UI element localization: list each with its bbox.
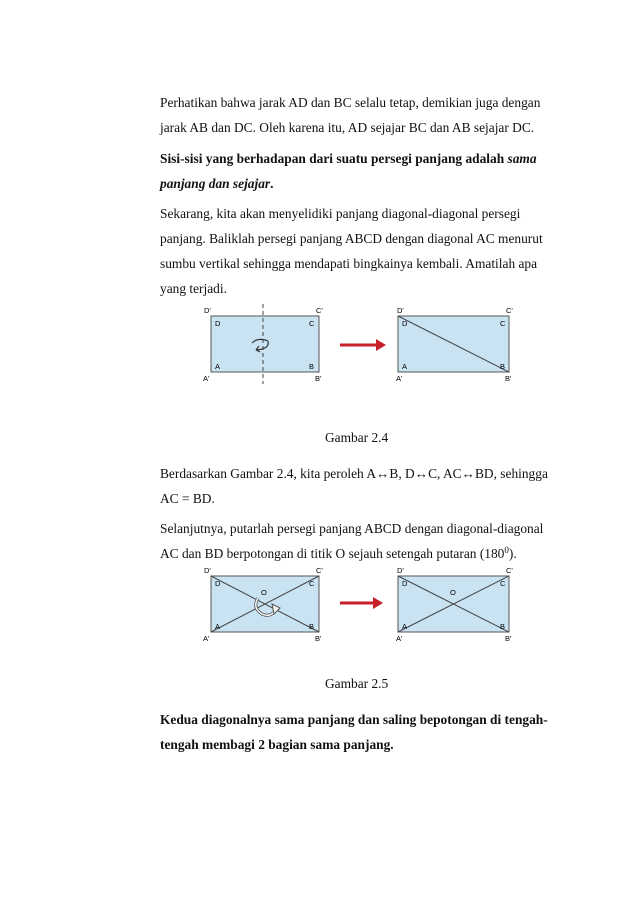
paragraph-6: Kedua diagonalnya sama panjang dan saling bepotongan di tengah-tengah membagi 2 bagian sama panjang. (160, 712, 548, 752)
fig2-right-a-prime: A' (396, 634, 403, 643)
fig1-right-d: D (402, 319, 408, 328)
fig2-left-o: O (261, 588, 267, 597)
fig2-left-c-prime: C' (316, 566, 323, 575)
fig1-left-a: A (215, 362, 221, 371)
fig1-right-b-prime: B' (505, 374, 512, 383)
fig1-right-arrow-icon (340, 339, 386, 351)
statement-italic: sama panjang dan sejajar (160, 151, 537, 191)
fig2-left-b-prime: B' (315, 634, 322, 643)
fig1-left-d: D (215, 319, 221, 328)
paragraph-5-end: ). (508, 546, 517, 561)
fig2-right-d-prime: D' (397, 566, 404, 575)
figure-2-5 (0, 562, 638, 652)
fig1-left-b-prime: B' (315, 374, 322, 383)
paragraph-4: Berdasarkan Gambar 2.4, kita peroleh A↔B, D↔C, AC↔BD, sehingga AC = BD. (160, 466, 548, 506)
degree-superscript: 0 (504, 545, 509, 555)
fig1-left-rect (211, 316, 319, 372)
statement-end: . (270, 176, 274, 191)
paragraph-5-text: Selanjutnya, putarlah persegi panjang ABCD dengan diagonal-diagonal AC dan BD berpotongan di titik O sejauh setengah putaran (180 (160, 521, 544, 561)
paragraph-5 (160, 516, 550, 566)
fig2-right-b-prime: B' (505, 634, 512, 643)
paragraph-3: Sekarang, kita akan menyelidiki panjang diagonal-diagonal persegi panjang. Baliklah persegi panjang ABCD dengan diagonal AC menurut sumbu vertikal sehingga mendapati bingkainya kembali. Amatilah apa yang terjadi. (160, 206, 543, 296)
figure-2-5-caption: Gambar 2.5 (325, 676, 389, 691)
fig2-left-d-prime: D' (204, 566, 211, 575)
fig1-right-c-prime: C' (506, 306, 513, 315)
fig2-right-arrow-icon (340, 597, 383, 609)
fig2-left-a: A (215, 622, 221, 631)
fig1-left-c: C (309, 319, 315, 328)
fig2-right-d: D (402, 579, 408, 588)
paragraph-1: Perhatikan bahwa jarak AD dan BC selalu tetap, demikian juga dengan jarak AB dan DC. Oleh karena itu, AD sejajar BC dan AB sejajar DC. (160, 95, 541, 135)
fig1-right-b: B (500, 362, 506, 371)
fig2-left-d: D (215, 579, 221, 588)
fig1-right-d-prime: D' (397, 306, 404, 315)
figure-2-4 (0, 300, 638, 410)
fig1-left-b: B (309, 362, 315, 371)
fig2-right-a: A (402, 622, 408, 631)
fig1-left-c-prime: C' (316, 306, 323, 315)
paragraph-2 (160, 146, 550, 196)
fig1-left-d-prime: D' (204, 306, 211, 315)
fig2-right-b: B (500, 622, 506, 631)
fig2-left-b: B (309, 622, 315, 631)
fig1-left-a-prime: A' (203, 374, 210, 383)
statement-bold: Sisi-sisi yang berhadapan dari suatu persegi panjang adalah (160, 151, 508, 166)
fig1-right-a-prime: A' (396, 374, 403, 383)
fig1-right-a: A (402, 362, 408, 371)
figure-2-4-caption: Gambar 2.4 (325, 430, 389, 445)
fig2-left-a-prime: A' (203, 634, 210, 643)
fig2-right-o: O (450, 588, 456, 597)
fig2-right-c-prime: C' (506, 566, 513, 575)
fig2-left-c: C (309, 579, 315, 588)
fig1-right-c: C (500, 319, 506, 328)
fig2-right-c: C (500, 579, 506, 588)
